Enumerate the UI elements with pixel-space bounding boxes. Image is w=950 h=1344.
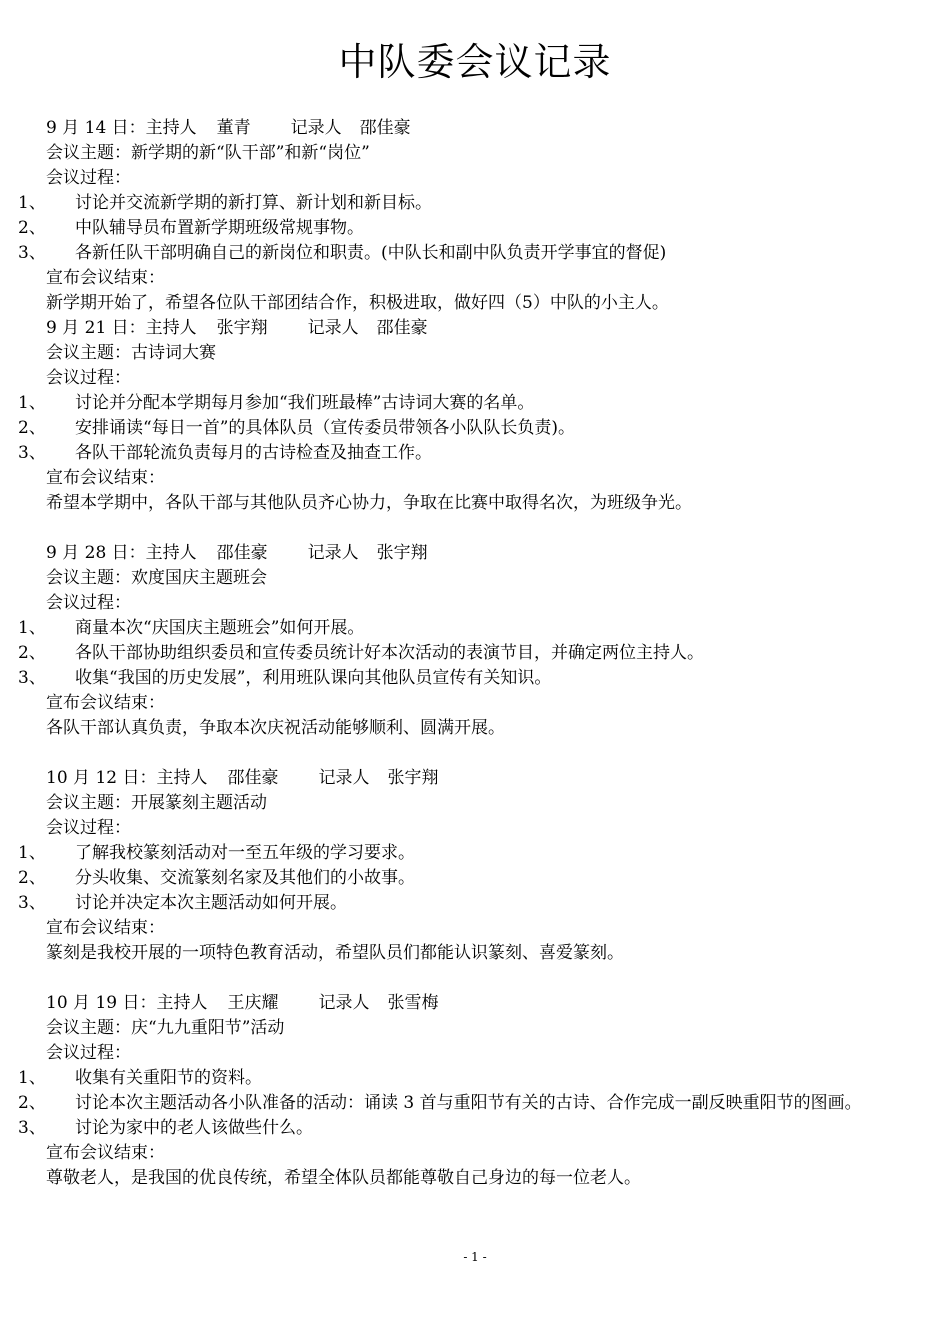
meeting-date: 10 月 19 日： bbox=[46, 993, 157, 1013]
item-text: 讨论并交流新学期的新打算、新计划和新目标。 bbox=[75, 193, 432, 213]
host-name: 王庆耀 bbox=[227, 993, 279, 1013]
process-item bbox=[0, 1116, 950, 1141]
page-title: 中队委会议记录 bbox=[338, 40, 612, 84]
meeting-header bbox=[0, 316, 950, 341]
item-number: 3、 bbox=[18, 443, 46, 463]
recorder-name: 张宇翔 bbox=[376, 543, 428, 563]
item-text: 商量本次“庆国庆主题班会”如何开展。 bbox=[75, 618, 365, 638]
end-label: 宣布会议结束： bbox=[46, 468, 165, 488]
host-label: 主持人 bbox=[145, 318, 197, 338]
item-number: 2、 bbox=[18, 868, 46, 888]
recorder-name: 张雪梅 bbox=[387, 993, 439, 1013]
topic-text: 古诗词大赛 bbox=[131, 343, 216, 363]
topic-text: 开展篆刻主题活动 bbox=[131, 793, 267, 813]
meeting-topic bbox=[0, 141, 950, 166]
item-text: 安排诵读“每日一首”的具体队员（宣传委员带领各小队队长负责)。 bbox=[75, 418, 576, 438]
item-text: 了解我校篆刻活动对一至五年级的学习要求。 bbox=[75, 843, 415, 863]
item-number: 3、 bbox=[18, 1118, 46, 1138]
process-item bbox=[0, 866, 950, 891]
process-label: 会议过程： bbox=[46, 168, 131, 188]
topic-label: 会议主题： bbox=[46, 143, 131, 163]
host-name: 邵佳豪 bbox=[216, 543, 268, 563]
meeting-date: 9 月 14 日： bbox=[46, 118, 146, 138]
item-text: 分头收集、交流篆刻名家及其他们的小故事。 bbox=[75, 868, 415, 888]
recorder-label: 记录人 bbox=[307, 318, 359, 338]
item-text: 收集有关重阳节的资料。 bbox=[75, 1068, 262, 1088]
topic-label: 会议主题： bbox=[46, 1018, 131, 1038]
item-number: 1、 bbox=[18, 618, 46, 638]
process-label: 会议过程： bbox=[46, 818, 131, 838]
process-item bbox=[0, 841, 950, 866]
meeting-record bbox=[0, 541, 950, 741]
process-label: 会议过程： bbox=[46, 593, 131, 613]
topic-label: 会议主题： bbox=[46, 793, 131, 813]
page-number: - 1 - bbox=[463, 1250, 487, 1264]
process-item bbox=[0, 241, 950, 266]
meeting-records bbox=[0, 116, 950, 1191]
host-label: 主持人 bbox=[156, 993, 208, 1013]
process-item bbox=[0, 1066, 950, 1091]
item-text: 讨论本次主题活动各小队准备的活动：诵读 3 首与重阳节有关的古诗、合作完成一副反映重阳节的图画。 bbox=[75, 1093, 862, 1113]
meeting-date: 10 月 12 日： bbox=[46, 768, 157, 788]
topic-label: 会议主题： bbox=[46, 343, 131, 363]
item-number: 2、 bbox=[18, 1093, 46, 1113]
item-text: 讨论并决定本次主题活动如何开展。 bbox=[75, 893, 347, 913]
meeting-record bbox=[0, 766, 950, 966]
process-label: 会议过程： bbox=[46, 368, 131, 388]
item-text: 各新任队干部明确自己的新岗位和职责。(中队长和副中队负责开学事宜的督促) bbox=[75, 243, 667, 263]
process-item bbox=[0, 216, 950, 241]
host-name: 邵佳豪 bbox=[227, 768, 279, 788]
end-label: 宣布会议结束： bbox=[46, 1143, 165, 1163]
recorder-name: 邵佳豪 bbox=[376, 318, 428, 338]
item-number: 1、 bbox=[18, 1068, 46, 1088]
meeting-topic bbox=[0, 566, 950, 591]
meeting-date: 9 月 21 日： bbox=[46, 318, 146, 338]
process-item bbox=[0, 891, 950, 916]
item-text: 收集“我国的历史发展”，利用班队课向其他队员宣传有关知识。 bbox=[75, 668, 552, 688]
item-text: 各队干部协助组织委员和宣传委员统计好本次活动的表演节目，并确定两位主持人。 bbox=[75, 643, 704, 663]
item-number: 3、 bbox=[18, 893, 46, 913]
meeting-record bbox=[0, 116, 950, 316]
end-label: 宣布会议结束： bbox=[46, 693, 165, 713]
item-number: 2、 bbox=[18, 418, 46, 438]
meeting-conclusion: 篆刻是我校开展的一项特色教育活动，希望队员们都能认识篆刻、喜爱篆刻。 bbox=[46, 943, 624, 963]
meeting-header bbox=[0, 766, 950, 791]
process-item bbox=[0, 616, 950, 641]
item-text: 中队辅导员布置新学期班级常规事物。 bbox=[75, 218, 364, 238]
end-label: 宣布会议结束： bbox=[46, 268, 165, 288]
process-item bbox=[0, 641, 950, 666]
item-text: 讨论为家中的老人该做些什么。 bbox=[75, 1118, 313, 1138]
host-name: 张宇翔 bbox=[216, 318, 268, 338]
recorder-label: 记录人 bbox=[318, 768, 370, 788]
host-label: 主持人 bbox=[145, 118, 197, 138]
process-item bbox=[0, 666, 950, 691]
meeting-date: 9 月 28 日： bbox=[46, 543, 146, 563]
item-number: 3、 bbox=[18, 668, 46, 688]
recorder-label: 记录人 bbox=[307, 543, 359, 563]
process-item bbox=[0, 191, 950, 216]
process-item bbox=[0, 441, 950, 466]
recorder-name: 张宇翔 bbox=[387, 768, 439, 788]
meeting-conclusion: 新学期开始了，希望各位队干部团结合作，积极进取，做好四（5）中队的小主人。 bbox=[46, 293, 669, 313]
recorder-name: 邵佳豪 bbox=[359, 118, 411, 138]
process-item bbox=[0, 416, 950, 441]
recorder-label: 记录人 bbox=[290, 118, 342, 138]
meeting-header bbox=[0, 116, 950, 141]
topic-label: 会议主题： bbox=[46, 568, 131, 588]
meeting-conclusion: 希望本学期中，各队干部与其他队员齐心协力，争取在比赛中取得名次，为班级争光。 bbox=[46, 493, 692, 513]
item-number: 1、 bbox=[18, 193, 46, 213]
end-label: 宣布会议结束： bbox=[46, 918, 165, 938]
process-item bbox=[0, 1091, 950, 1116]
host-label: 主持人 bbox=[156, 768, 208, 788]
topic-text: 欢度国庆主题班会 bbox=[131, 568, 267, 588]
meeting-topic bbox=[0, 1016, 950, 1041]
item-text: 讨论并分配本学期每月参加“我们班最棒”古诗词大赛的名单。 bbox=[75, 393, 535, 413]
meeting-record bbox=[0, 991, 950, 1191]
recorder-label: 记录人 bbox=[318, 993, 370, 1013]
meeting-conclusion: 尊敬老人，是我国的优良传统，希望全体队员都能尊敬自己身边的每一位老人。 bbox=[46, 1168, 641, 1188]
item-number: 2、 bbox=[18, 643, 46, 663]
meeting-topic bbox=[0, 341, 950, 366]
item-number: 1、 bbox=[18, 843, 46, 863]
topic-text: 新学期的新“队干部”和新“岗位” bbox=[131, 143, 370, 163]
item-number: 3、 bbox=[18, 243, 46, 263]
host-name: 董青 bbox=[216, 118, 251, 138]
item-text: 各队干部轮流负责每月的古诗检查及抽查工作。 bbox=[75, 443, 432, 463]
host-label: 主持人 bbox=[145, 543, 197, 563]
item-number: 2、 bbox=[18, 218, 46, 238]
process-item bbox=[0, 391, 950, 416]
meeting-header bbox=[0, 991, 950, 1016]
meeting-header bbox=[0, 541, 950, 566]
process-label: 会议过程： bbox=[46, 1043, 131, 1063]
meeting-record bbox=[0, 316, 950, 516]
meeting-conclusion: 各队干部认真负责，争取本次庆祝活动能够顺利、圆满开展。 bbox=[46, 718, 505, 738]
topic-text: 庆“九九重阳节”活动 bbox=[131, 1018, 285, 1038]
meeting-topic bbox=[0, 791, 950, 816]
item-number: 1、 bbox=[18, 393, 46, 413]
